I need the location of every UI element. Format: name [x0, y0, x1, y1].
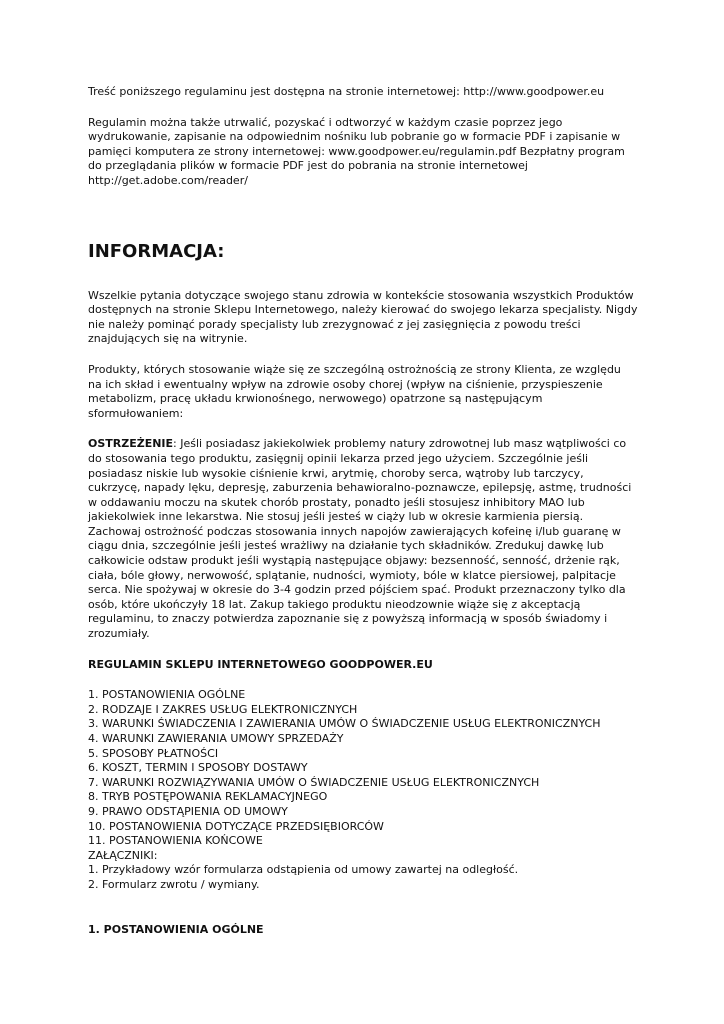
toc-item: 11. POSTANOWIENIA KOŃCOWE — [88, 834, 263, 848]
info-paragraph-1: Wszelkie pytania dotyczące swojego stanu zdrowia w kontekście stosowania wszystkich Produktów dostępnych na stronie Sklepu Internetowego, należy kierować do swojego lekarza specjalisty. Nigdy nie należy pominąć porady specjalisty lub zrezygnować z jej zasięgnięcia z powodu treści znajdujących się na witrynie. — [88, 288, 638, 346]
info-paragraph-2: Produkty, których stosowanie wiąże się ze szczególną ostrożnością ze strony Klienta, ze względu na ich skład i ewentualny wpływ na zdrowie osoby chorej (wpływ na ciśnienie, przyspieszenie metabolizm, pracę układu krwionośnego, nerwowego) opatrzone są następującym sformułowaniem: — [88, 362, 621, 420]
warning-text: : Jeśli posiadasz jakiekolwiek problemy natury zdrowotnej lub masz wątpliwości co do stosowania tego produktu, zasięgnij opinii lekarza przed jego użyciem. Szczególnie jeśli posiadasz niskie lub wysokie ciśnienie krwi, arytmię, choroby serca, wątroby lub tarczycy, cukrzycę, napady lęku, depresję, zaburzenia behawioralno-poznawcze, epilepsję, astmę, trudności w oddawaniu moczu na skutek chorób prostaty, ponadto jeśli stosujesz inhibitory MAO lub jakiekolwiek inne lekarstwa. Nie stosuj jeśli jesteś w ciąży lub w okresie karmienia piersią. Zachowaj ostrożność podczas stosowania innych napojów zawierających kofeinę i/lub guaranę w ciągu dnia, szczególnie jeśli jesteś wrażliwy na działanie tych składników. Zredukuj dawkę lub całkowicie odstaw produkt jeśli wystąpią następujące objawy: bezsenność, senność, drżenie rąk, ciała, bóle głowy, nerwowość, splątanie, nudności, wymioty, bóle w klatce piersiowej, palpitacje serca. Nie spożywaj w okresie do 3-4 godzin przed pójściem spać. Produkt przeznaczony tylko dla osób, które ukończyły 18 lat. Zakup takiego produktu nieodzownie wiąże się z akceptacją regulaminu, to znaczy potwierdza zapoznanie się z powyższą informacją w sposób świadomy i zrozumiały. — [88, 437, 632, 641]
toc-item: 5. SPOSOBY PŁATNOŚCI — [88, 746, 219, 760]
intro-storage-paragraph: Regulamin można także utrwalić, pozyskać i odtworzyć w każdym czasie poprzez jego wydrukowanie, zapisanie na odpowiednim nośniku lub pobranie go w formacie PDF i zapisanie w pamięci komputera ze strony internetowej: www.goodpower.eu/regulamin.pdf Bezpłatny program do przeglądania plików w formacie PDF jest do pobrania na stronie internetowej http://get.adobe.com/reader/ — [88, 115, 625, 187]
toc-item: 3. WARUNKI ŚWIADCZENIA I ZAWIERANIA UMÓW O ŚWIADCZENIE USŁUG ELEKTRONICZNYCH — [88, 717, 601, 731]
toc-item: 1. POSTANOWIENIA OGÓLNE — [88, 688, 246, 702]
toc-item: 4. WARUNKI ZAWIERANIA UMOWY SPRZEDAŻY — [88, 732, 344, 745]
attachment-item: 1. Przykładowy wzór formularza odstąpienia od umowy zawartej na odległość. — [88, 863, 519, 877]
attachments-heading: ZAŁĄCZNIKI: — [88, 848, 158, 862]
intro-source-paragraph: Treść poniższego regulaminu jest dostępna na stronie internetowej: http://www.goodpower.eu — [88, 85, 605, 98]
toc-item: 9. PRAWO ODSTĄPIENIA OD UMOWY — [88, 804, 288, 818]
warning-paragraph — [88, 437, 638, 641]
toc-item: 6. KOSZT, TERMIN I SPOSOBY DOSTAWY — [88, 761, 308, 775]
section-1-title: 1. POSTANOWIENIA OGÓLNE — [88, 922, 264, 936]
attachment-item: 2. Formularz zwrotu / wymiany. — [88, 877, 260, 891]
toc-item: 8. TRYB POSTĘPOWANIA REKLAMACYJNEGO — [88, 790, 328, 804]
warning-label: OSTRZEŻENIE — [88, 437, 174, 451]
info-heading: INFORMACJA: — [88, 240, 225, 262]
regulamin-title: REGULAMIN SKLEPU INTERNETOWEGO GOODPOWER.EU — [88, 657, 433, 671]
attachments-list — [88, 863, 638, 892]
table-of-contents — [88, 688, 638, 849]
toc-item: 2. RODZAJE I ZAKRES USŁUG ELEKTRONICZNYCH — [88, 702, 358, 716]
toc-item: 7. WARUNKI ROZWIĄZYWANIA UMÓW O ŚWIADCZENIE USŁUG ELEKTRONICZNYCH — [88, 775, 540, 789]
toc-item: 10. POSTANOWIENIA DOTYCZĄCE PRZEDSIĘBIORCÓW — [88, 819, 384, 833]
